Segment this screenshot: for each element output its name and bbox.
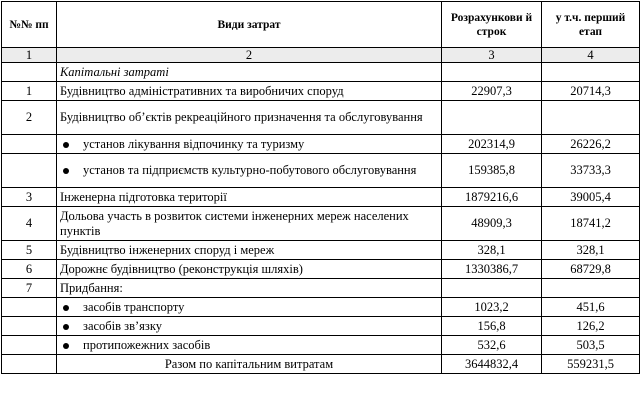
table-row: [2, 154, 640, 188]
first-stage-value: [542, 63, 640, 82]
first-stage-value: [542, 101, 640, 135]
table-row: [2, 63, 640, 82]
row-label: протипожежних засобів: [83, 337, 211, 352]
row-number: [2, 154, 57, 188]
row-number: 2: [2, 101, 57, 135]
row-number: 3: [2, 188, 57, 207]
total-first-stage-value: 559231,5: [542, 355, 640, 374]
total-estimated-value: 3644832,4: [442, 355, 542, 374]
row-label: Будівництво інженерних споруд і мереж: [57, 241, 442, 260]
table-row: [2, 260, 640, 279]
first-stage-value: 18741,2: [542, 207, 640, 241]
row-number: [2, 63, 57, 82]
header-first-stage: у т.ч. перший етап: [542, 2, 640, 48]
first-stage-value: 68729,8: [542, 260, 640, 279]
table-row: [2, 298, 640, 317]
row-number: 1: [2, 82, 57, 101]
table-row: [2, 101, 640, 135]
row-number: 4: [2, 207, 57, 241]
estimated-value: 1023,2: [442, 298, 542, 317]
row-label-cell: [57, 336, 442, 355]
column-number: 1: [2, 48, 57, 63]
row-label-cell: [57, 317, 442, 336]
row-label-cell: [57, 298, 442, 317]
row-label-cell: [57, 135, 442, 154]
bullet-icon: [63, 305, 69, 311]
first-stage-value: 26226,2: [542, 135, 640, 154]
total-row: [2, 355, 640, 374]
column-number: 3: [442, 48, 542, 63]
bullet-icon: [63, 324, 69, 330]
bullet-icon: [63, 142, 69, 148]
capital-costs-table: [1, 1, 640, 374]
row-label: засобів зв’язку: [83, 318, 162, 333]
column-number: 2: [57, 48, 442, 63]
estimated-value: [442, 101, 542, 135]
row-label: Будівництво об’єктів рекреаційного призначення та обслуговування: [57, 101, 442, 135]
row-label: установ та підприємств культурно-побутового обслуговування: [83, 163, 417, 177]
column-number: 4: [542, 48, 640, 63]
table-row: [2, 135, 640, 154]
first-stage-value: 328,1: [542, 241, 640, 260]
table-row: [2, 241, 640, 260]
row-number: [2, 317, 57, 336]
table-row: [2, 317, 640, 336]
total-label: Разом по капітальним витратам: [57, 355, 442, 374]
row-number: 7: [2, 279, 57, 298]
header-cost-types: Види затрат: [57, 2, 442, 48]
row-label: Дорожнє будівництво (реконструкція шляхів): [57, 260, 442, 279]
row-number: [2, 135, 57, 154]
first-stage-value: 39005,4: [542, 188, 640, 207]
row-number: [2, 336, 57, 355]
estimated-value: 328,1: [442, 241, 542, 260]
first-stage-value: 126,2: [542, 317, 640, 336]
first-stage-value: 503,5: [542, 336, 640, 355]
row-label: засобів транспорту: [83, 299, 185, 314]
header-row: [2, 2, 640, 48]
row-label: Придбання:: [57, 279, 442, 298]
row-label: Будівництво адміністративних та виробничих споруд: [57, 82, 442, 101]
row-label: установ лікування відпочинку та туризму: [83, 136, 305, 151]
table-row: [2, 279, 640, 298]
row-number: 6: [2, 260, 57, 279]
table-row: [2, 207, 640, 241]
estimated-value: 1879216,6: [442, 188, 542, 207]
bullet-icon: [63, 168, 69, 174]
estimated-value: 1330386,7: [442, 260, 542, 279]
estimated-value: [442, 279, 542, 298]
estimated-value: 156,8: [442, 317, 542, 336]
row-number: 5: [2, 241, 57, 260]
header-number: №№ пп: [2, 2, 57, 48]
estimated-value: 48909,3: [442, 207, 542, 241]
row-label-cell: [57, 154, 442, 188]
first-stage-value: [542, 279, 640, 298]
row-label: Дольова участь в розвиток системи інженерних мереж населених пунктів: [57, 207, 442, 241]
first-stage-value: 20714,3: [542, 82, 640, 101]
table-row: [2, 188, 640, 207]
first-stage-value: 33733,3: [542, 154, 640, 188]
estimated-value: 159385,8: [442, 154, 542, 188]
estimated-value: 532,6: [442, 336, 542, 355]
estimated-value: 22907,3: [442, 82, 542, 101]
row-label: Інженерна підготовка території: [57, 188, 442, 207]
total-number-cell: [2, 355, 57, 374]
estimated-value: 202314,9: [442, 135, 542, 154]
first-stage-value: 451,6: [542, 298, 640, 317]
row-label: Капітальні затраті: [57, 63, 442, 82]
bullet-icon: [63, 343, 69, 349]
table-row: [2, 82, 640, 101]
row-number: [2, 298, 57, 317]
column-number-row: [2, 48, 640, 63]
table-row: [2, 336, 640, 355]
estimated-value: [442, 63, 542, 82]
header-estimated-period: Розрахункови й строк: [442, 2, 542, 48]
